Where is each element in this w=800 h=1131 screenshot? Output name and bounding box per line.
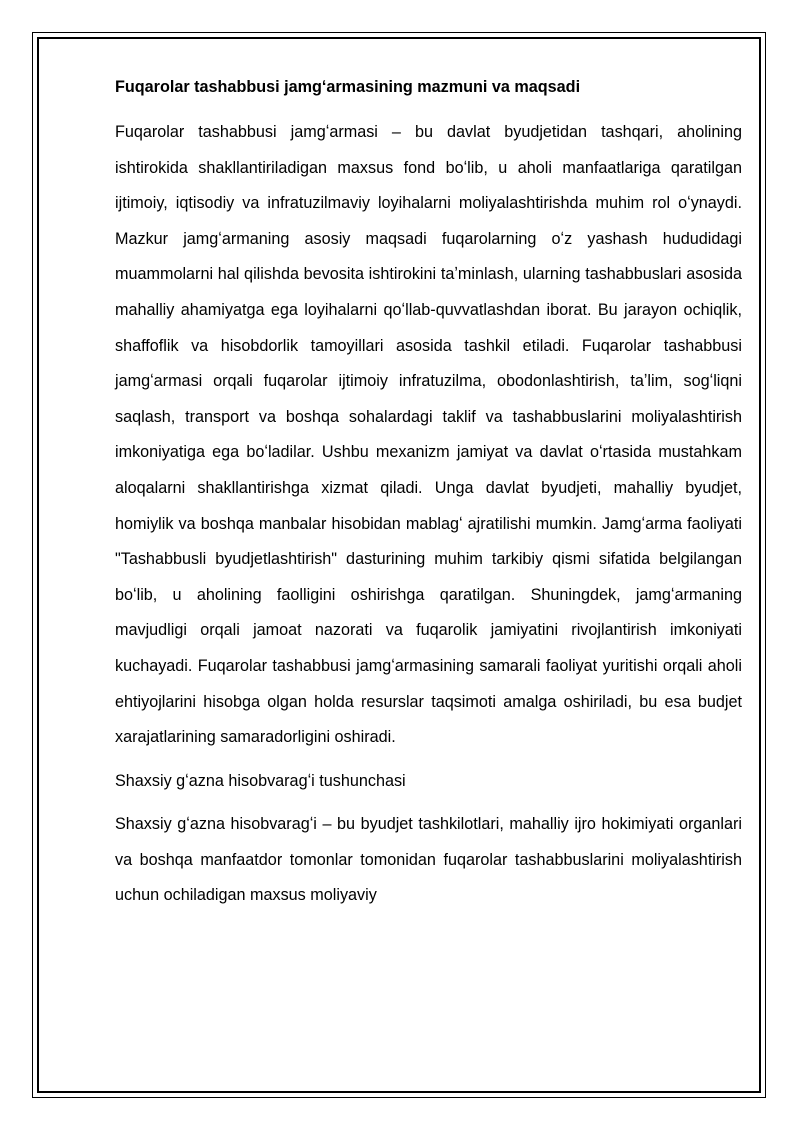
- section-subheading: Shaxsiy gʻazna hisobvaragʻi tushunchasi: [115, 771, 406, 790]
- paragraph-fund-purpose: Fuqarolar tashabbusi jamgʻarmasi – bu davlat byudjetidan tashqari, aholining ishtirokida shakllantiriladigan maxsus fond boʻlib, u aholi manfaatlariga qaratilgan ijtimoiy, iqtisodiy va infratuzilmaviy loyihalarni moliyalashtirishda muhim rol oʻynaydi. Mazkur jamgʻarmaning asosiy maqsadi fuqarolarning oʻz yashash hududidagi muammolarni hal qilishda bevosita ishtirokini taʼminlash, ularning tashabbuslari asosida mahalliy ahamiyatga ega loyihalarni qoʻllab-quvvatlashdan iborat. Bu jarayon ochiqlik, shaffoflik va hisobdorlik tamoyillari asosida tashkil etiladi. Fuqarolar tashabbusi jamgʻarmasi orqali fuqarolar ijtimoiy infratuzilma, obodonlashtirish, taʼlim, sogʻliqni saqlash, transport va boshqa sohalardagi taklif va tashabbuslarini moliyalashtirish imkoniyatiga ega boʻladilar. Ushbu mexanizm jamiyat va davlat oʻrtasida mustahkam aloqalarni shakllantirishga xizmat qiladi. Unga davlat byudjeti, mahalliy byudjet, homiylik va boshqa manbalar hisobidan mablagʻ ajratilishi mumkin. Jamgʻarma faoliyati "Tashabbusli byudjetlashtirish" dasturining muhim tarkibiy qismi sifatida belgilangan boʻlib, u aholining faolligini oshirishga qaratilgan. Shuningdek, jamgʻarmaning mavjudligi orqali jamoat nazorati va fuqarolik jamiyatini rivojlantirish imkoniyati kuchayadi. Fuqarolar tashabbusi jamgʻarmasining samarali faoliyat yuritishi orqali aholi ehtiyojlarini hisobga olgan holda resurslar taqsimoti amalga oshiriladi, bu esa budjet xarajatlarining samaradorligini oshiradi.: [115, 123, 742, 747]
- paragraph-treasury-account: Shaxsiy gʻazna hisobvaragʻi – bu byudjet tashkilotlari, mahalliy ijro hokimiyati organlari va boshqa manfaatdor tomonlar tomonidan fuqarolar tashabbuslarini moliyalashtirish uchun ochiladigan maxsus moliyaviy: [115, 815, 742, 905]
- document-body: [115, 72, 742, 914]
- section-heading: Fuqarolar tashabbusi jamgʻarmasining mazmuni va maqsadi: [115, 78, 581, 96]
